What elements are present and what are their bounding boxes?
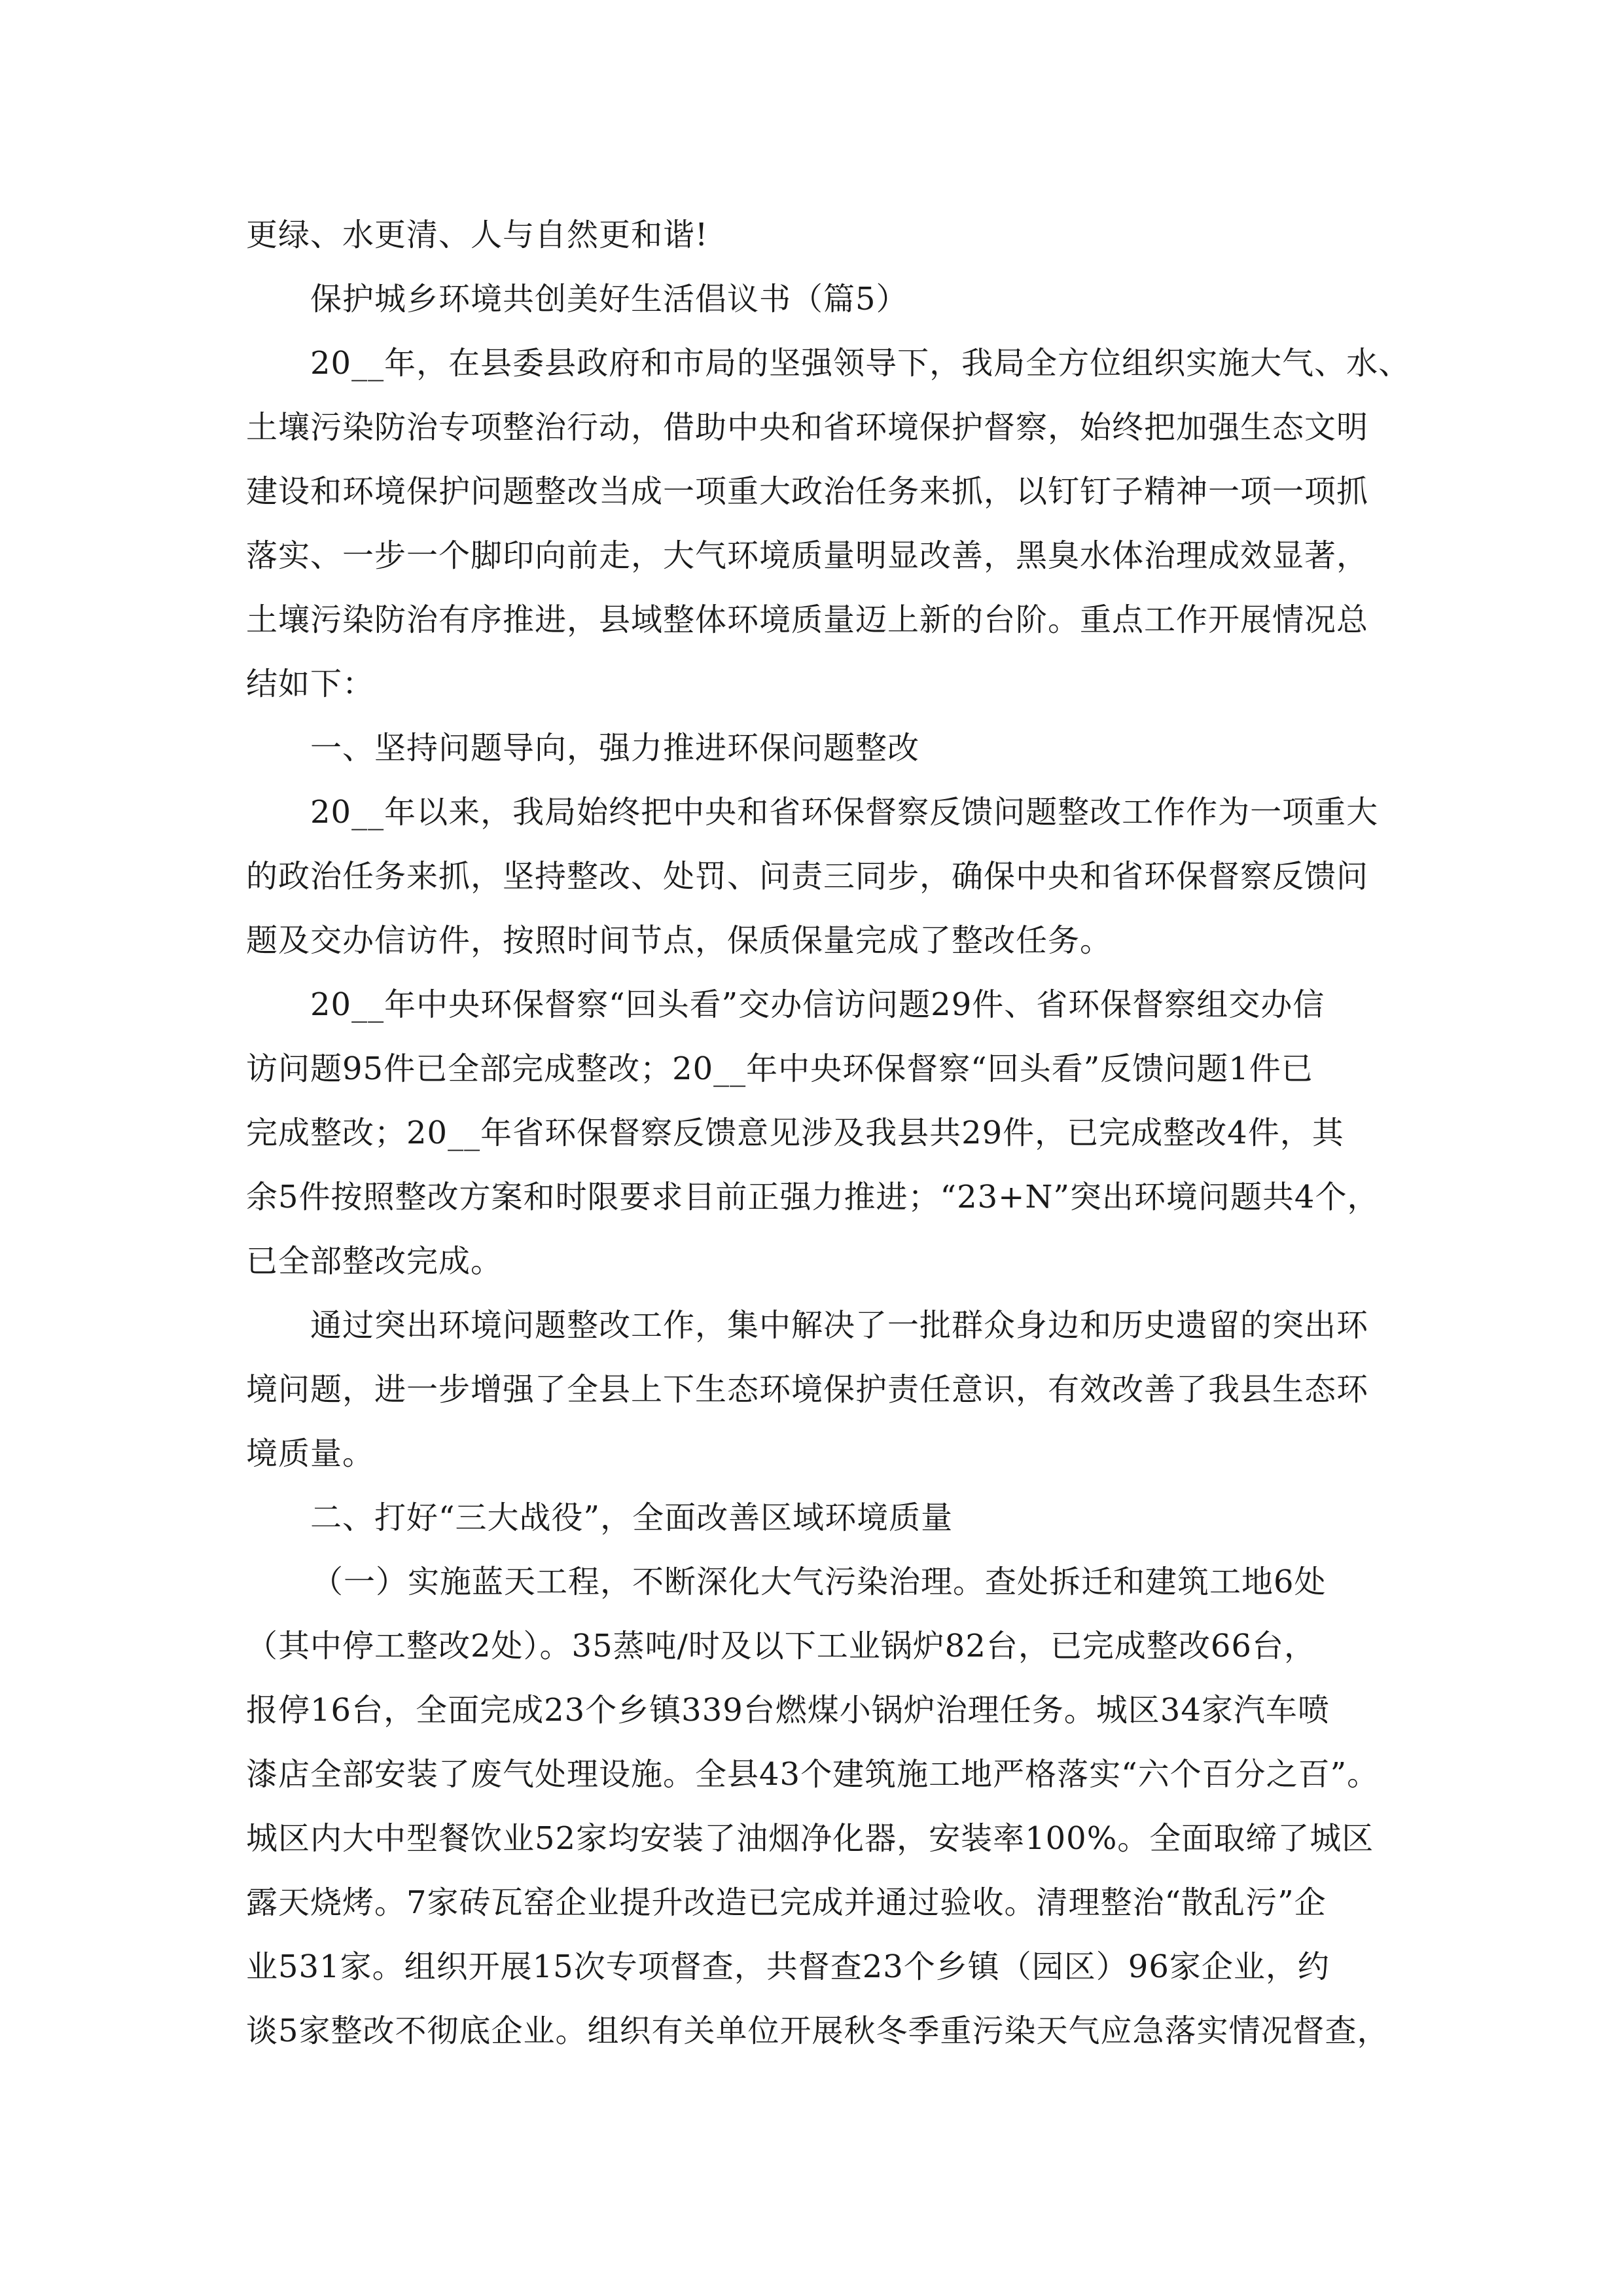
text-line: 20__年以来，我局始终把中央和省环保督察反馈问题整改工作作为一项重大 <box>310 794 1379 831</box>
text-line: 20__年中央环保督察“回头看”交办信访问题29件、省环保督察组交办信 <box>310 986 1325 1023</box>
text-line: 20__年，在县委县政府和市局的坚强领导下，我局全方位组织实施大气、水、 <box>310 345 1411 382</box>
text-line: 访问题95件已全部完成整改；20__年中央环保督察“回头看”反馈问题1件已 <box>246 1050 1313 1087</box>
text-line: 境质量。 <box>246 1435 375 1472</box>
text-line: 的政治任务来抓，坚持整改、处罚、问责三同步，确保中央和省环保督察反馈问 <box>246 858 1369 895</box>
text-line: 建设和环境保护问题整改当成一项重大政治任务来抓，以钉钉子精神一项一项抓 <box>246 473 1369 510</box>
text-line: 更绿、水更清、人与自然更和谐! <box>246 217 709 253</box>
text-line: 露天烧烤。7家砖瓦窑企业提升改造已完成并通过验收。清理整治“散乱污”企 <box>246 1884 1327 1921</box>
text-line: （其中停工整改2处）。35蒸吨/时及以下工业锅炉82台，已完成整改66台， <box>246 1628 1316 1664</box>
text-line: 土壤污染防治有序推进，县域整体环境质量迈上新的台阶。重点工作开展情况总 <box>246 601 1369 638</box>
text-line: 报停16台，全面完成23个乡镇339台燃煤小锅炉治理任务。城区34家汽车喷 <box>246 1692 1330 1729</box>
text-line: （一）实施蓝天工程，不断深化大气污染治理。查处拆迁和建筑工地6处 <box>312 1564 1327 1600</box>
text-line: 落实、一步一个脚印向前走，大气环境质量明显改善，黑臭水体治理成效显著， <box>246 537 1369 574</box>
text-line: 漆店全部安装了废气处理设施。全县43个建筑施工地严格落实“六个百分之百”。 <box>246 1756 1380 1793</box>
text-line: 通过突出环境问题整改工作，集中解决了一批群众身边和历史遗留的突出环 <box>310 1307 1369 1344</box>
text-line: 业531家。组织开展15次专项督查，共督查23个乡镇（园区）96家企业，约 <box>246 1948 1330 1985</box>
text-line: 谈5家整改不彻底企业。组织有关单位开展秋冬季重污染天气应急落实情况督查， <box>246 2013 1389 2049</box>
text-line: 题及交办信访件，按照时间节点，保质保量完成了整改任务。 <box>246 922 1113 959</box>
text-line: 完成整改；20__年省环保督察反馈意见涉及我县共29件，已完成整改4件，其 <box>246 1115 1344 1151</box>
text-line: 土壤污染防治专项整治行动，借助中央和省环境保护督察，始终把加强生态文明 <box>246 409 1369 446</box>
heading-1: 一、坚持问题导向，强力推进环保问题整改 <box>310 730 920 766</box>
text-line: 城区内大中型餐饮业52家均安装了油烟净化器，安装率100%。全面取缔了城区 <box>246 1820 1374 1857</box>
text-line: 余5件按照整改方案和时限要求目前正强力推进；“23+N”突出环境问题共4个， <box>246 1179 1380 1215</box>
text-line: 已全部整改完成。 <box>246 1243 503 1280</box>
text-line: 境问题，进一步增强了全县上下生态环境保护责任意识，有效改善了我县生态环 <box>246 1371 1369 1408</box>
section-title: 保护城乡环境共创美好生活倡议书（篇5） <box>310 281 908 317</box>
text-line: 结如下： <box>246 666 375 702</box>
heading-2: 二、打好“三大战役”，全面改善区域环境质量 <box>310 1499 954 1536</box>
document-page <box>246 203 1411 2063</box>
